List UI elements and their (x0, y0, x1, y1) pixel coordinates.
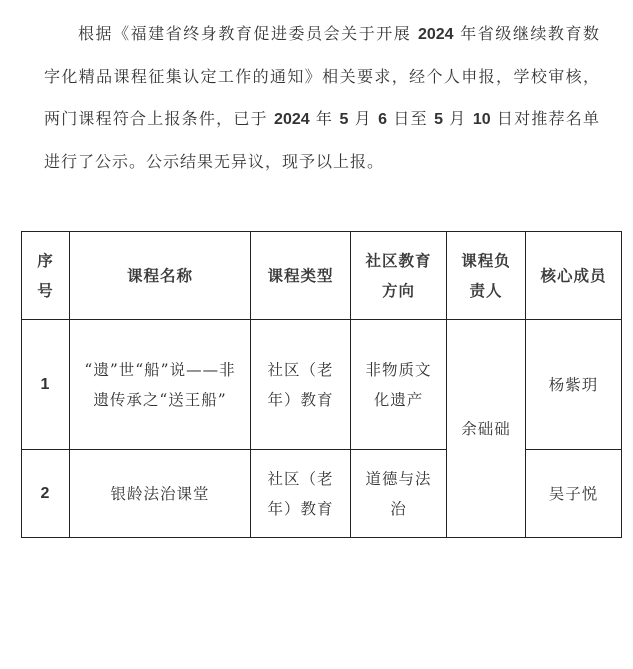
paragraph-text-4: 月 (348, 109, 379, 128)
paragraph-text-3: 年 (309, 109, 340, 128)
row-index: 1 (22, 320, 70, 450)
table-header-row (22, 232, 622, 320)
row-direction: 道德与法治 (351, 450, 447, 538)
header-course-type: 课程类型 (251, 232, 351, 320)
paragraph-day-1: 6 (378, 111, 388, 128)
header-index: 序号 (22, 232, 70, 320)
paragraph-text-1: 根据《福建省终身教育促进委员会关于开展 (78, 24, 418, 43)
row-course-type: 社区（老年）教育 (251, 450, 351, 538)
paragraph-day-2: 10 (472, 111, 491, 128)
row-course-name: 银龄法治课堂 (70, 450, 251, 538)
row-direction: 非物质文化遗产 (351, 320, 447, 450)
paragraph-year-2: 2024 (274, 111, 310, 128)
header-lead: 课程负责人 (447, 232, 526, 320)
shared-lead-cell: 余础础 (447, 320, 526, 538)
table-row (22, 320, 622, 450)
paragraph-month-2: 5 (434, 111, 443, 128)
row-course-type: 社区（老年）教育 (251, 320, 351, 450)
paragraph-month-1: 5 (339, 111, 349, 128)
intro-paragraph (44, 13, 600, 183)
paragraph-text-7: 日对推荐名单进行了公示。公示结果无异议，现予以上报。 (44, 109, 600, 171)
header-direction: 社区教育方向 (351, 232, 447, 320)
row-index: 2 (22, 450, 70, 538)
paragraph-year-1: 2024 (417, 26, 454, 43)
paragraph-text-2: 年省级继续教育数字化精品课程征集认定工作的通知》相关要求，经个人申报，学校审核，两门课程符合上报条件，已于 (44, 24, 600, 128)
table-row (22, 450, 622, 538)
paragraph-text-5: 日至 (387, 109, 435, 128)
row-course-name: “遗”世“船”说——非遗传承之“送王船” (70, 320, 251, 450)
header-course-name: 课程名称 (70, 232, 251, 320)
paragraph-text-6: 月 (443, 109, 473, 128)
course-table (21, 231, 622, 538)
header-members: 核心成员 (526, 232, 622, 320)
row-members: 杨紫玥 (526, 320, 622, 450)
row-members: 吴子悦 (526, 450, 622, 538)
